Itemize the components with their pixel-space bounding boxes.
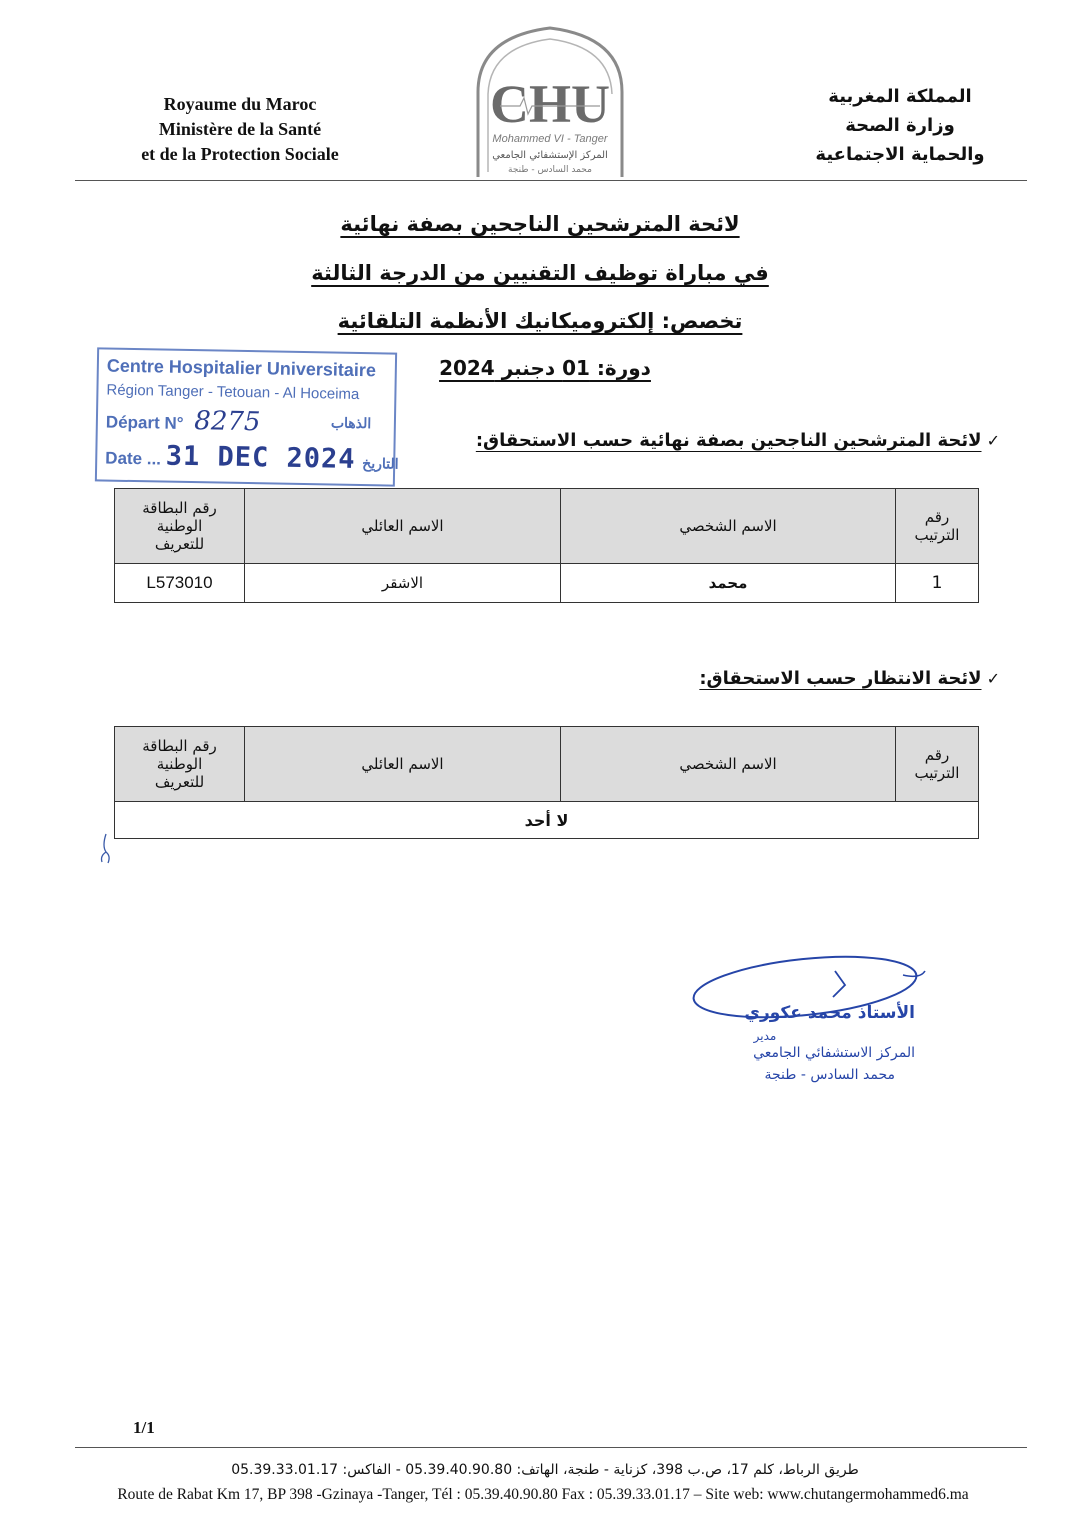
logo-ar2-text: محمد السادس - طنجة — [508, 165, 592, 175]
cell-last-name: الاشقر — [245, 564, 561, 603]
header-rank — [896, 727, 979, 802]
director-signature — [685, 945, 945, 1105]
logo-sub-text: Mohammed VI - Tanger — [492, 133, 608, 145]
header-fr-line1: Royaume du Maroc — [163, 94, 317, 114]
section2-heading-wrap — [699, 668, 1000, 689]
footer-rule — [75, 1447, 1027, 1448]
header-cin — [115, 727, 245, 802]
stamp-depart-number: 8275 — [194, 406, 261, 438]
header-rank-line2: الترتيب — [914, 764, 960, 782]
header-fr-line3: et de la Protection Sociale — [141, 144, 339, 164]
stamp-date-ar: التاريخ — [362, 455, 399, 472]
section2-heading: لائحة الانتظار حسب الاستحقاق: — [699, 668, 982, 689]
stamp-depart-ar: الذهاب — [330, 414, 372, 432]
cell-cin: L573010 — [115, 564, 245, 603]
table-header-row — [115, 727, 979, 802]
header-rank-line1: رقم — [924, 508, 950, 526]
header-rank-line2: الترتيب — [914, 526, 960, 544]
header-fr — [100, 92, 380, 167]
check-icon: ✓ — [986, 669, 1000, 688]
title-line3: تخصص: إلكتروميكانيك الأنظمة التلقائية — [337, 309, 743, 333]
signature-line2: مدير — [753, 1029, 777, 1043]
header-cin-line1: رقم البطاقة الوطنية — [142, 737, 217, 773]
header-cin-line1: رقم البطاقة الوطنية — [142, 499, 217, 535]
stamp-depart-label: Départ N° — [105, 412, 184, 433]
footer-address-ar: طريق الرباط، كلم 17، ص.ب 398، كزناية - طنجة، الهاتف: 05.39.40.90.80 - الفاكس: 05.39.33.01.17 — [231, 1462, 859, 1478]
header-ar-line3: والحماية الاجتماعية — [815, 144, 985, 165]
winners-table — [114, 488, 979, 603]
waiting-list-table — [114, 726, 979, 839]
title-line2: في مباراة توظيف التقنيين من الدرجة الثالثة — [311, 261, 769, 285]
header-last-name: الاسم العائلي — [245, 489, 561, 564]
stamp-line1: Centre Hospitalier Universitaire — [106, 355, 377, 381]
header-cin-line2: للتعريف — [154, 773, 205, 791]
cell-rank: 1 — [896, 564, 979, 603]
stamp-date-label: Date ... — [105, 448, 162, 469]
header-cin — [115, 489, 245, 564]
header-fr-line2: Ministère de la Santé — [158, 119, 322, 139]
header-ar-line2: وزارة الصحة — [845, 115, 955, 136]
header-last-name: الاسم العائلي — [245, 727, 561, 802]
header-ar-line1: المملكة المغربية — [828, 86, 972, 107]
table-row — [115, 802, 979, 839]
check-icon: ✓ — [986, 431, 1000, 450]
cell-first-name: محمد — [561, 564, 896, 603]
chu-logo — [470, 22, 630, 182]
title-line1: لائحة المترشحين الناجحين بصفة نهائية — [340, 212, 740, 236]
empty-row-text: لا أحد — [115, 802, 979, 839]
stamp-line2: Région Tanger - Tetouan - Al Hoceima — [106, 381, 360, 403]
header-rank-line1: رقم — [924, 746, 950, 764]
departure-stamp — [95, 347, 397, 486]
session-date: دورة: 01 دجنبر 2024 — [439, 356, 651, 380]
footer-address-fr: Route de Rabat Km 17, BP 398 -Gzinaya -Tanger, Tél : 05.39.40.90.80 Fax : 05.39.33.01.17 – Site web: www.chutangermohammed6.ma — [117, 1486, 969, 1503]
section1-heading-wrap — [476, 430, 1000, 451]
section1-heading: لائحة المترشحين الناجحين بصفة نهائية حسب الاستحقاق: — [475, 430, 982, 451]
logo-main-text: CHU — [490, 74, 610, 134]
header-cin-line2: للتعريف — [154, 535, 205, 553]
table-row — [115, 564, 979, 603]
signature-line4: محمد السادس - طنجة — [764, 1067, 895, 1083]
header-first-name: الاسم الشخصي — [561, 727, 896, 802]
header-rule — [75, 180, 1027, 181]
logo-ar1-text: المركز الإستشفائي الجامعي — [492, 150, 608, 161]
header-rank — [896, 489, 979, 564]
stamp-date-value: 31 DEC 2024 — [165, 440, 356, 475]
signature-line1: الأستاذ محمد عكوري — [744, 1003, 915, 1023]
header-first-name: الاسم الشخصي — [561, 489, 896, 564]
page-number: 1/1 — [133, 1418, 155, 1437]
table-header-row — [115, 489, 979, 564]
initial-mark — [96, 832, 116, 866]
signature-line3: المركز الاستشفائي الجامعي — [753, 1045, 915, 1061]
header-ar — [800, 82, 1000, 169]
